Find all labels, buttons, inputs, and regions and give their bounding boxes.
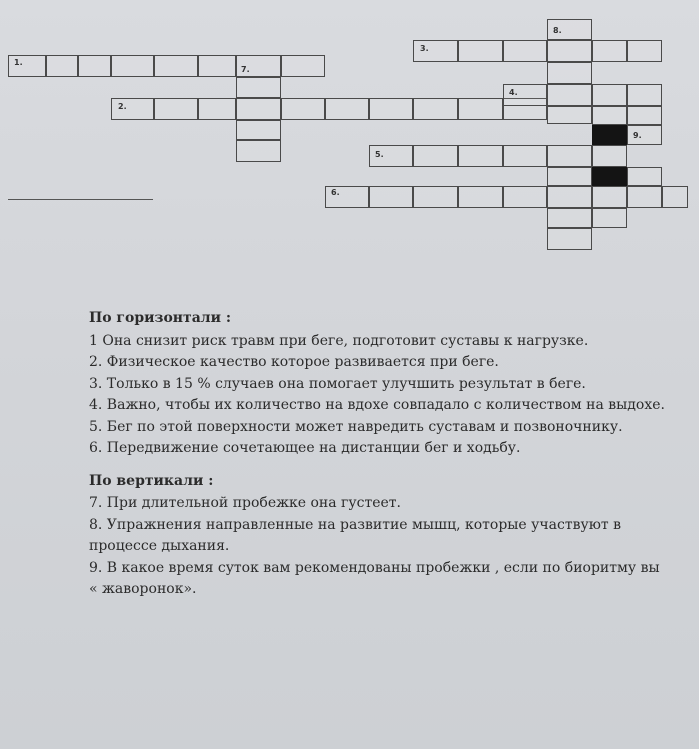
crossword-cell <box>592 186 627 208</box>
crossword-cell <box>503 145 547 167</box>
crossword-cell <box>458 40 503 62</box>
crossword-cell <box>592 208 627 228</box>
crossword-cell <box>369 98 413 120</box>
crossword-cell <box>627 40 662 62</box>
crossword-black-cell <box>592 125 627 145</box>
clue-number-9: 9. <box>633 131 642 140</box>
down-clue-7: 7. При длительной пробежке она густеет. <box>89 495 401 511</box>
across-clue-1: 1 Она снизит риск травм при беге, подготовит суставы к нагрузке. <box>89 332 589 349</box>
crossword-cell <box>547 40 592 62</box>
crossword-cell <box>503 186 547 208</box>
blank-underline <box>8 199 153 200</box>
crossword-cell <box>547 167 592 186</box>
crossword-cell <box>236 140 281 162</box>
crossword-cell <box>413 145 458 167</box>
crossword-cell <box>627 106 662 125</box>
crossword-cell <box>325 98 369 120</box>
crossword-cell <box>236 120 281 140</box>
crossword-black-cell <box>592 167 627 186</box>
crossword-cell <box>111 55 154 77</box>
down-clue-9: 9. В какое время суток вам рекомендованы пробежки , если по биоритму вы <box>89 559 660 576</box>
crossword-cell <box>627 186 662 208</box>
across-clue-5: 5. Бег по этой поверхности может навредить суставам и позвоночнику. <box>89 418 623 435</box>
crossword-cell <box>458 145 503 167</box>
crossword-cell <box>547 145 592 167</box>
down-clue-8: 8. Упражнения направленные на развитие мышц, которые участвуют в <box>89 516 621 533</box>
crossword-cell <box>369 186 413 208</box>
crossword-cell <box>46 55 78 77</box>
crossword-cell <box>592 84 627 106</box>
crossword-cell <box>592 40 627 62</box>
crossword-cell <box>458 186 503 208</box>
crossword-cell <box>503 40 547 62</box>
across-clue-3: 3. Только в 15 % случаев она помогает улучшить результат в беге. <box>89 375 586 392</box>
across-clue-6: 6. Передвижение сочетающее на дистанции бег и ходьбу. <box>89 440 521 456</box>
clue-number-1: 1. <box>14 58 23 67</box>
crossword-cell <box>547 186 592 208</box>
clue-number-8: 8. <box>553 26 562 35</box>
crossword-cell <box>78 55 111 77</box>
clues-section <box>89 308 689 601</box>
crossword-cell <box>547 106 592 124</box>
crossword-cell <box>592 106 627 125</box>
clue-number-5: 5. <box>375 150 384 159</box>
crossword-cell <box>198 98 236 120</box>
crossword-cell <box>413 98 458 120</box>
crossword-cell <box>198 55 236 77</box>
crossword-cell <box>458 98 503 120</box>
crossword-cell <box>154 55 198 77</box>
clue-number-2: 2. <box>118 102 127 111</box>
crossword-cell <box>627 167 662 186</box>
crossword-cell <box>547 228 592 250</box>
crossword-cell <box>547 208 592 228</box>
clue-number-7: 7. <box>241 65 250 74</box>
crossword-cell <box>627 84 662 106</box>
crossword-cell <box>281 55 325 77</box>
crossword-cell <box>281 98 325 120</box>
crossword-grid <box>0 0 699 260</box>
down-clue-8-cont: процессе дыхания. <box>89 538 230 554</box>
crossword-cell <box>662 186 688 208</box>
crossword-cell <box>547 84 592 106</box>
crossword-cell <box>413 186 458 208</box>
crossword-cell <box>547 62 592 84</box>
clue-number-6: 6. <box>331 188 340 197</box>
crossword-cell <box>154 98 198 120</box>
crossword-cell <box>592 145 627 167</box>
down-heading: По вертикали : <box>89 472 214 489</box>
clue-number-3: 3. <box>420 44 429 53</box>
across-clue-2: 2. Физическое качество которое развивается при беге. <box>89 354 499 370</box>
crossword-cell <box>236 77 281 98</box>
across-heading: По горизонтали : <box>89 310 232 326</box>
down-clue-9-cont: « жаворонок». <box>89 581 197 597</box>
clue-number-4: 4. <box>509 88 518 97</box>
across-clue-4: 4. Важно, чтобы их количество на вдохе совпадало с количеством на выдохе. <box>89 397 665 413</box>
crossword-cell <box>236 98 281 120</box>
